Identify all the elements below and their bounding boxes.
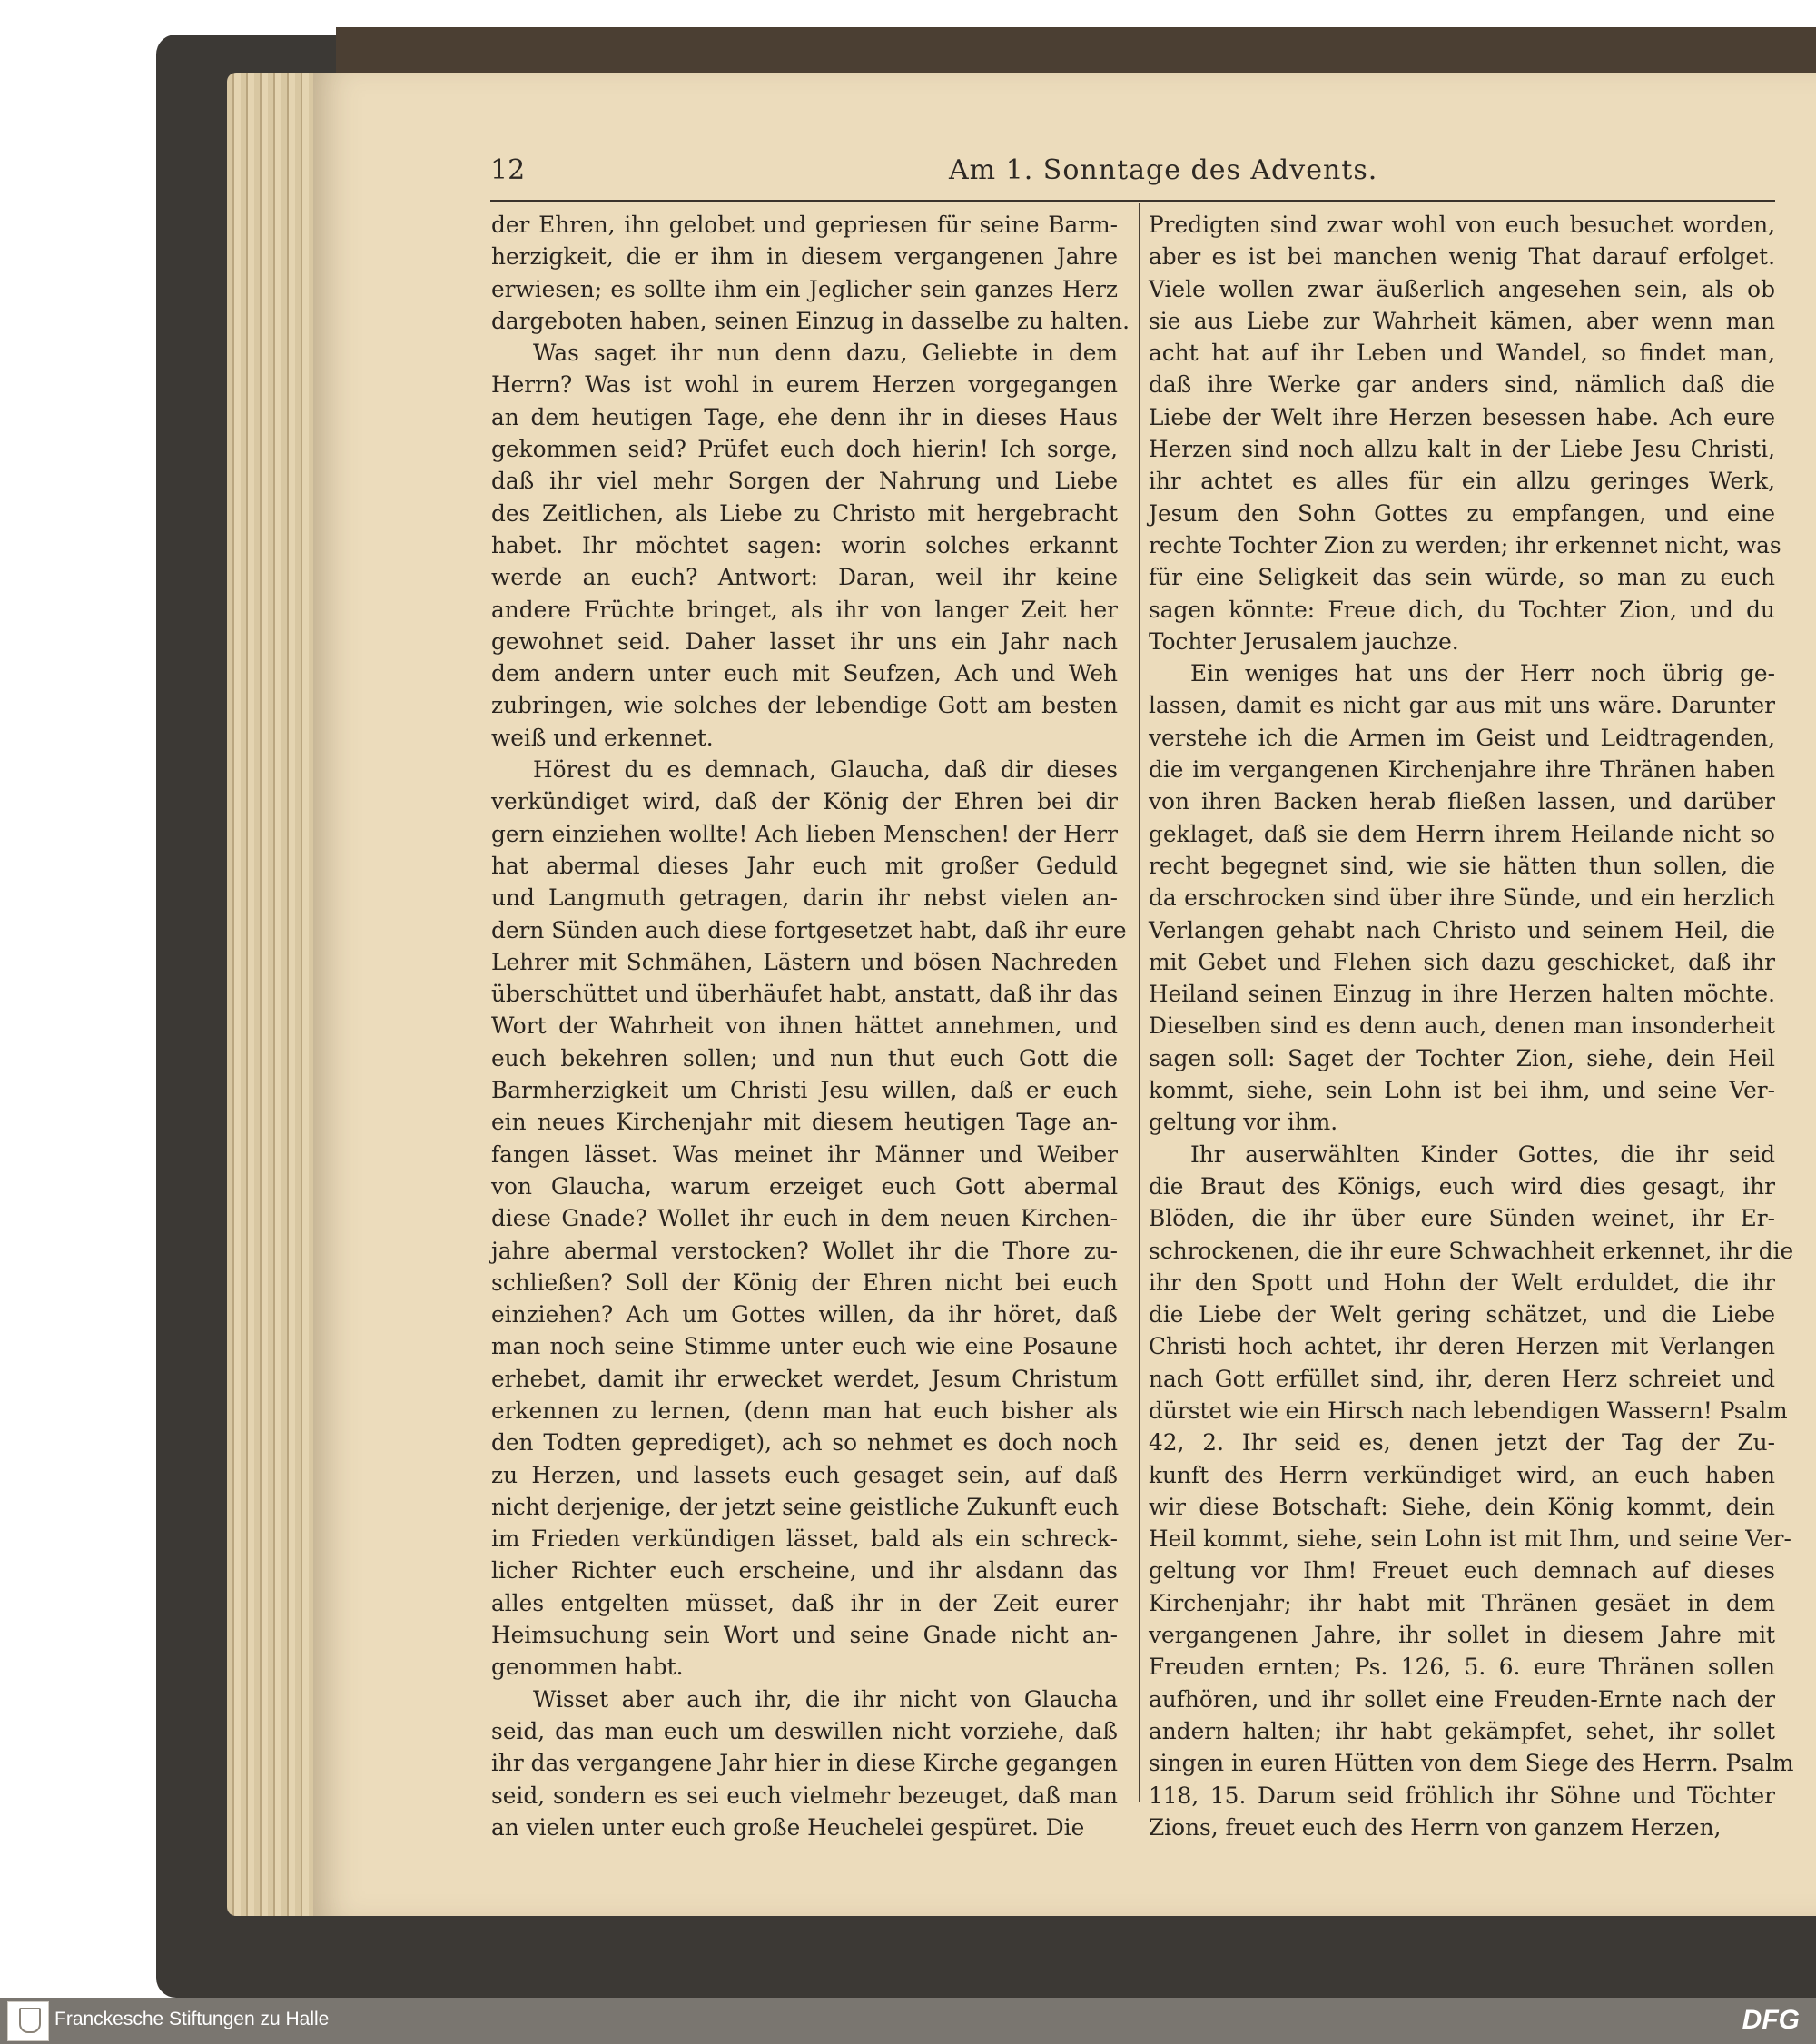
text-line: Was saget ihr nun denn dazu, Geliebte in dem	[533, 340, 1118, 367]
text-line: Liebe der Welt ihre Herzen besessen habe. Ach eure	[1149, 403, 1775, 430]
logo-shield-icon	[19, 2008, 41, 2033]
text-line: Herrn? Was ist wohl in eurem Herzen vorgegangen	[491, 371, 1118, 399]
text-line: recht begegnet sind, wie sie hätten thun sollen, die	[1149, 852, 1775, 879]
header-rule	[490, 200, 1775, 202]
text-line: verkündiget wird, daß der König der Ehren bei dir	[491, 788, 1118, 815]
text-line: dürstet wie ein Hirsch nach lebendigen Wassern! Psalm	[1149, 1397, 1788, 1424]
text-line: den Todten geprediget), ach so nehmet es doch noch	[491, 1429, 1118, 1456]
text-line: ihr achtet es alles für ein allzu geringes Werk,	[1149, 468, 1775, 495]
text-line: zubringen, wie solches der lebendige Gott am besten	[491, 692, 1118, 719]
running-head	[490, 151, 1771, 193]
text-line: weiß und erkennet.	[491, 724, 714, 751]
text-line: Heimsuchung sein Wort und seine Gnade nicht an-	[491, 1622, 1118, 1649]
left-column	[491, 209, 1130, 1843]
text-line: geltung vor ihm.	[1149, 1109, 1338, 1136]
text-line: Verlangen gehabt nach Christo und seinem Heil, die	[1149, 916, 1775, 943]
text-line: seid, sondern es sei euch vielmehr bezeuget, daß man	[491, 1782, 1118, 1809]
right-column	[1149, 209, 1794, 1843]
text-line: euch bekehren sollen; und nun thut euch Gott die	[491, 1044, 1118, 1071]
text-line: Ihr auserwählten Kinder Gottes, die ihr seid	[1190, 1140, 1775, 1168]
text-line: kunft des Herrn verkündiget wird, an euch haben	[1149, 1461, 1775, 1488]
text-line: andern halten; ihr habt gekämpfet, sehet, ihr sollet	[1149, 1717, 1775, 1744]
text-line: mit Gebet und Flehen sich dazu geschicket, daß ihr	[1149, 948, 1775, 975]
text-line: zu Herzen, und lassets euch gesaget sein, auf daß	[491, 1461, 1118, 1488]
text-line: Ein weniges hat uns der Herr noch übrig ge-	[1190, 660, 1775, 687]
text-line: gekommen seid? Prüfet euch doch hierin! Ich sorge,	[491, 436, 1118, 463]
text-line: dem andern unter euch mit Seufzen, Ach und Weh	[491, 660, 1118, 687]
text-line: herzigkeit, die er ihm in diesem vergangenen Jahre	[491, 243, 1118, 271]
text-line: im Frieden verkündigen lässet, bald als ein schreck-	[491, 1526, 1118, 1553]
text-line: an dem heutigen Tage, ehe denn ihr in dieses Haus	[491, 403, 1118, 430]
text-line: hat abermal dieses Jahr euch mit großer Geduld	[491, 852, 1118, 879]
text-line: erhebet, damit ihr erwecket werdet, Jesum Christum	[491, 1365, 1118, 1392]
text-line: licher Richter euch erscheine, und ihr alsdann das	[491, 1557, 1118, 1585]
text-line: man noch seine Stimme unter euch wie eine Posaune	[491, 1333, 1118, 1360]
text-line: werde an euch? Antwort: Daran, weil ihr keine	[491, 564, 1118, 591]
text-line: alles entgelten müsset, daß ihr in der Zeit eurer	[491, 1589, 1118, 1616]
footer-bar	[0, 1998, 1816, 2044]
text-line: und Langmuth getragen, darin ihr nebst vielen an-	[491, 884, 1118, 912]
text-line: für eine Seligkeit das sein würde, so man zu euch	[1149, 564, 1775, 591]
text-line: Freuden ernten; Ps. 126, 5. 6. eure Thränen sollen	[1149, 1654, 1775, 1681]
text-line: daß ihre Werke gar anders sind, nämlich daß die	[1149, 371, 1775, 399]
text-line: ihr den Spott und Hohn der Welt erduldet, die ihr	[1149, 1269, 1775, 1296]
text-line: genommen habt.	[491, 1654, 684, 1681]
text-line: nicht derjenige, der jetzt seine geistliche Zukunft euch	[491, 1493, 1120, 1520]
text-line: der Ehren, ihn gelobet und gepriesen für seine Barm-	[491, 212, 1118, 238]
text-line: von Glaucha, warum erzeiget euch Gott abermal	[491, 1172, 1118, 1200]
text-line: die Braut des Königs, euch wird dies gesagt, ihr	[1149, 1172, 1775, 1200]
text-line: ein neues Kirchenjahr mit diesem heutigen Tage an-	[491, 1109, 1118, 1136]
text-line: Barmherzigkeit um Christi Jesu willen, daß er euch	[491, 1077, 1118, 1104]
text-line: Blöden, die ihr über eure Sünden weinet, ihr Er-	[1149, 1205, 1775, 1232]
text-line: andere Früchte bringet, als ihr von langer Zeit her	[491, 596, 1118, 623]
text-line: nach Gott erfüllet sind, ihr, deren Herz schreiet und	[1149, 1365, 1775, 1392]
text-line: daß ihr viel mehr Sorgen der Nahrung und Liebe	[491, 468, 1118, 495]
running-title: Am 1. Sonntage des Advents.	[949, 154, 1378, 186]
text-line: diese Gnade? Wollet ihr euch in dem neuen Kirchen-	[491, 1205, 1118, 1232]
text-line: Zions, freuet euch des Herrn von ganzem Herzen,	[1149, 1813, 1722, 1841]
text-line: erwiesen; es sollte ihm ein Jeglicher sein ganzes Herz	[491, 275, 1118, 302]
text-line: von ihren Backen herab fließen lassen, und darüber	[1149, 788, 1775, 815]
text-line: Tochter Jerusalem jauchze.	[1149, 627, 1459, 655]
text-line: an vielen unter euch große Heuchelei gespüret. Die	[491, 1813, 1085, 1841]
text-line: Predigten sind zwar wohl von euch besuchet worden,	[1149, 212, 1775, 238]
text-line: gewohnet seid. Daher lasset ihr uns ein Jahr nach	[491, 627, 1118, 655]
text-line: Wort der Wahrheit von ihnen hättet annehmen, und	[491, 1012, 1118, 1040]
text-line: gern einziehen wollte! Ach lieben Menschen! der Herr	[491, 820, 1118, 847]
text-line: vergangenen Jahre, ihr sollet in diesem Jahre mit	[1149, 1622, 1775, 1649]
text-line: dargeboten haben, seinen Einzug in dasselbe zu halten.	[491, 307, 1130, 334]
text-line: seid, das man euch um deswillen nicht vorziehe, daß	[491, 1717, 1118, 1744]
text-line: des Zeitlichen, als Liebe zu Christo mit hergebracht	[491, 499, 1118, 527]
text-line: singen in euren Hütten von dem Siege des Herrn. Psalm	[1149, 1750, 1794, 1777]
text-line: Heiland seinen Einzug in ihre Herzen halten möchte.	[1149, 981, 1775, 1008]
page-edges	[227, 73, 327, 1916]
text-line: Hörest du es demnach, Glaucha, daß dir dieses	[533, 756, 1118, 784]
text-line: fangen lässet. Was meinet ihr Männer und Weiber	[491, 1140, 1118, 1168]
text-line: erkennen zu lernen, (denn man hat euch bisher als	[491, 1397, 1118, 1424]
text-line: überschüttet und überhäufet habt, anstatt, daß ihr das	[491, 981, 1119, 1008]
text-line: die Liebe der Welt gering schätzet, und die Liebe	[1149, 1301, 1775, 1328]
text-line: schrockenen, die ihr eure Schwachheit erkennet, ihr die	[1149, 1237, 1794, 1264]
text-line: lassen, damit es nicht gar aus mit uns wäre. Darunter	[1149, 692, 1775, 719]
text-line: schließen? Soll der König der Ehren nicht bei euch	[491, 1269, 1118, 1296]
text-line: aufhören, und ihr sollet eine Freuden-Ernte nach der	[1149, 1685, 1775, 1713]
text-line: da erschrocken sind über ihre Sünde, und ein herzlich	[1149, 884, 1775, 912]
text-line: 118, 15. Darum seid fröhlich ihr Söhne und Töchter	[1149, 1782, 1775, 1809]
text-line: Viele wollen zwar äußerlich angesehen sein, als ob	[1149, 275, 1775, 302]
page-number: 12	[490, 154, 526, 186]
dfg-logo: DFG	[1742, 2005, 1800, 2035]
text-line: geklaget, daß sie dem Herrn ihrem Heilande nicht so	[1149, 820, 1775, 847]
column-rule	[1139, 203, 1140, 1802]
francke-foundation-logo-icon	[7, 2001, 49, 2041]
text-line: kommt, siehe, sein Lohn ist bei ihm, und seine Ver-	[1149, 1077, 1775, 1104]
text-line: Heil kommt, siehe, sein Lohn ist mit Ihm, und seine Ver-	[1149, 1526, 1791, 1553]
text-line: acht hat auf ihr Leben und Wandel, so findet man,	[1149, 340, 1775, 367]
text-line: rechte Tochter Zion zu werden; ihr erkennet nicht, was	[1149, 531, 1781, 558]
text-line: wir diese Botschaft: Siehe, dein König kommt, dein	[1149, 1493, 1775, 1520]
text-line: sagen könnte: Freue dich, du Tochter Zion, und du	[1149, 596, 1775, 623]
text-line: Christi hoch achtet, ihr deren Herzen mit Verlangen	[1149, 1333, 1775, 1360]
text-line: verstehe ich die Armen im Geist und Leidtragenden,	[1149, 724, 1775, 751]
text-line: Dieselben sind es denn auch, denen man insonderheit	[1149, 1012, 1775, 1040]
text-line: Herzen sind noch allzu kalt in der Liebe Jesu Christi,	[1149, 436, 1775, 463]
text-line: ihr das vergangene Jahr hier in diese Kirche gegangen	[491, 1750, 1118, 1777]
text-line: einziehen? Ach um Gottes willen, da ihr höret, daß	[491, 1301, 1118, 1328]
footer-institution: Franckesche Stiftungen zu Halle	[54, 2009, 330, 2029]
text-line: Wisset aber auch ihr, die ihr nicht von Glaucha	[533, 1685, 1118, 1713]
text-line: die im vergangenen Kirchenjahre ihre Thränen haben	[1149, 756, 1775, 784]
text-line: jahre abermal verstocken? Wollet ihr die Thore zu-	[491, 1237, 1118, 1264]
book-cover-top-edge	[336, 27, 1816, 77]
text-line: geltung vor Ihm! Freuet euch demnach auf dieses	[1149, 1557, 1775, 1585]
text-line: sie aus Liebe zur Wahrheit kämen, aber wenn man	[1149, 307, 1775, 334]
text-line: habet. Ihr möchtet sagen: worin solches erkannt	[491, 531, 1118, 558]
text-line: aber es ist bei manchen wenig That darauf erfolget.	[1149, 243, 1775, 271]
text-line: Jesum den Sohn Gottes zu empfangen, und eine	[1149, 499, 1775, 527]
text-line: 42, 2. Ihr seid es, denen jetzt der Tag der Zu-	[1149, 1429, 1775, 1456]
text-line: dern Sünden auch diese fortgesetzet habt, daß ihr eure	[491, 916, 1127, 943]
text-line: Lehrer mit Schmähen, Lästern und bösen Nachreden	[491, 948, 1118, 975]
text-line: Kirchenjahr; ihr habt mit Thränen gesäet in dem	[1149, 1589, 1775, 1616]
text-line: sagen soll: Saget der Tochter Zion, siehe, dein Heil	[1149, 1044, 1775, 1071]
